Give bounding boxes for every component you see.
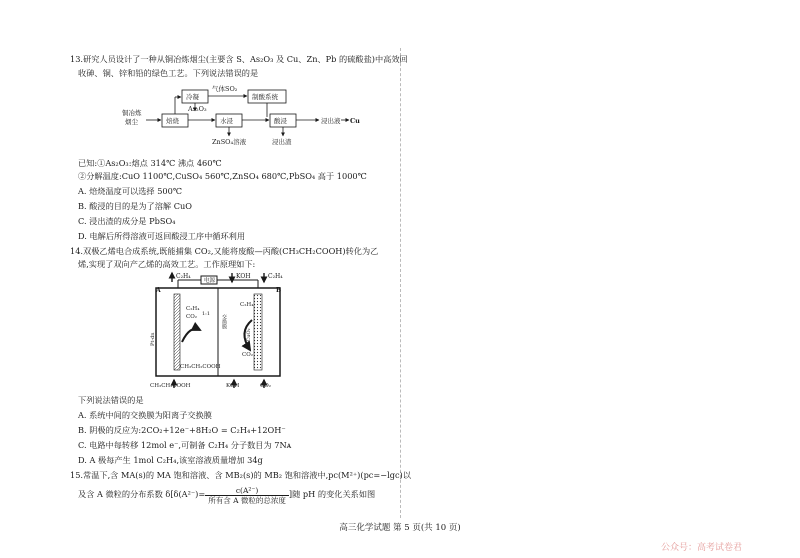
label-co2-left: CO₂: [186, 314, 197, 320]
q13-option-d: D. 电解后所得溶液可返回酸浸工序中循环利用: [78, 231, 246, 241]
fraction-numerator: c(A²⁻): [205, 486, 289, 496]
label-power: 电源: [204, 278, 216, 284]
q15-line-2: [78, 484, 375, 505]
q14-electrolysis-cell: [148, 270, 288, 390]
label-b: B: [276, 287, 282, 294]
q13-given-2: ②分解温度:CuO 1100℃,CuSO₄ 560℃,ZnSO₄ 680℃,PbSO₄ 高于 1000℃: [78, 171, 367, 181]
flow-gas: 气体SO₂: [212, 85, 238, 93]
column-divider: [400, 48, 401, 518]
label-right-electrode: W-CuO₂: [246, 328, 252, 348]
flow-roast: 焙烧: [166, 117, 179, 125]
flow-source-2: 烟尘: [125, 118, 138, 126]
q13-line-2: 收砷、铜、锌和铅的绿色工艺。下列说法错误的是: [78, 68, 259, 78]
label-c2h4-top: C₂H₄: [176, 273, 191, 280]
label-propanoic-in: CH₃CH₂COOH: [180, 364, 221, 370]
q13-given-1: 已知:①As₂O₃:熔点 314℃ 沸点 460℃: [78, 158, 222, 168]
fraction-denominator: 所有含 A 微粒的总浓度: [208, 495, 286, 505]
q14-option-b: B. 阴极的反应为:2CO₂+12e⁻+8H₂O = C₂H₄+12OH⁻: [78, 425, 286, 435]
label-a: A: [156, 287, 161, 294]
q13-flowchart: [120, 81, 360, 149]
flow-leachate: 浸出液: [321, 117, 341, 125]
q14-option-d: D. A 极每产生 1mol C₂H₄,该室溶液质量增加 34g: [78, 455, 263, 465]
label-co2-bottom: CO₂: [260, 383, 271, 389]
label-membrane: 交换膜: [221, 314, 227, 329]
label-c2h4-left: C₂H₄: [186, 306, 200, 312]
q13-option-c: C. 浸出渣的成分是 PbSO₄: [78, 216, 176, 226]
q14-option-a: A. 系统中间的交换膜为阳离子交换膜: [78, 410, 212, 420]
distribution-fraction: [205, 486, 289, 505]
label-left-electrode: Pt-dn: [150, 332, 156, 346]
label-propanoic-bottom: CH₃CH₂COOH: [150, 383, 191, 389]
q13-option-b: B. 酸浸的目的是为了溶解 CuO: [78, 201, 192, 211]
label-koh-bottom: KOH: [226, 383, 240, 389]
label-c2h4-in: C₂H₄: [240, 302, 254, 308]
q15-line-1: 15.常温下,含 MA(s)的 MA 饱和溶液、含 MB₂(s)的 MB₂ 饱和溶液中,pc(M²⁺)(pc=−lgc)以: [70, 470, 411, 480]
q15-line-2-post: ]随 pH 的变化关系如图: [288, 489, 376, 499]
flow-condense: 冷凝: [186, 93, 199, 101]
q14-stem: 下列说法错误的是: [78, 395, 144, 405]
q15-line-2-pre: 及含 A 微粒的分布系数 δ[δ(A²⁻)=: [78, 489, 206, 499]
q14-option-c: C. 电路中每转移 12mol e⁻,可制备 C₂H₄ 分子数目为 7Nᴀ: [78, 440, 292, 450]
right-electrode: [254, 294, 262, 370]
flow-residue: 浸出渣: [272, 138, 292, 146]
flow-water-leach: 水浸: [220, 117, 233, 125]
label-ratio: 1:1: [202, 311, 211, 317]
flow-as2o3: As₂O₃: [188, 105, 207, 113]
q14-line-1: 14.双极乙烯电合成系统,既能捕集 CO₂,又能将废酸—丙酸(CH₃CH₂COOH)转化为乙: [70, 246, 379, 256]
flow-acid-leach: 酸浸: [274, 117, 287, 125]
label-c2h4-right: C₂H₄: [268, 273, 283, 280]
q13-line-1: 13.研究人员设计了一种从铜冶炼烟尘(主要含 S、As₂O₃ 及 Cu、Zn、Pb 的硫酸盐)中高效回: [70, 54, 408, 64]
q14-line-2: 烯,实现了双向产乙烯的高效工艺。工作原理如下:: [78, 259, 256, 269]
watermark: 公众号：高考试卷君: [660, 543, 742, 553]
q13-option-a: A. 焙烧温度可以选择 500℃: [78, 186, 183, 196]
left-electrode: [174, 294, 180, 370]
flow-znso4: ZnSO₄溶液: [212, 138, 247, 146]
label-co2-in: CO₂: [242, 352, 253, 358]
label-koh-top: KOH: [236, 273, 251, 280]
flow-cu: Cu: [350, 117, 360, 125]
flow-source-1: 铜冶炼: [122, 109, 142, 117]
flow-acid-plant: 制酸系统: [252, 93, 278, 101]
page-footer: 高三化学试题 第 5 页(共 10 页): [339, 523, 461, 533]
